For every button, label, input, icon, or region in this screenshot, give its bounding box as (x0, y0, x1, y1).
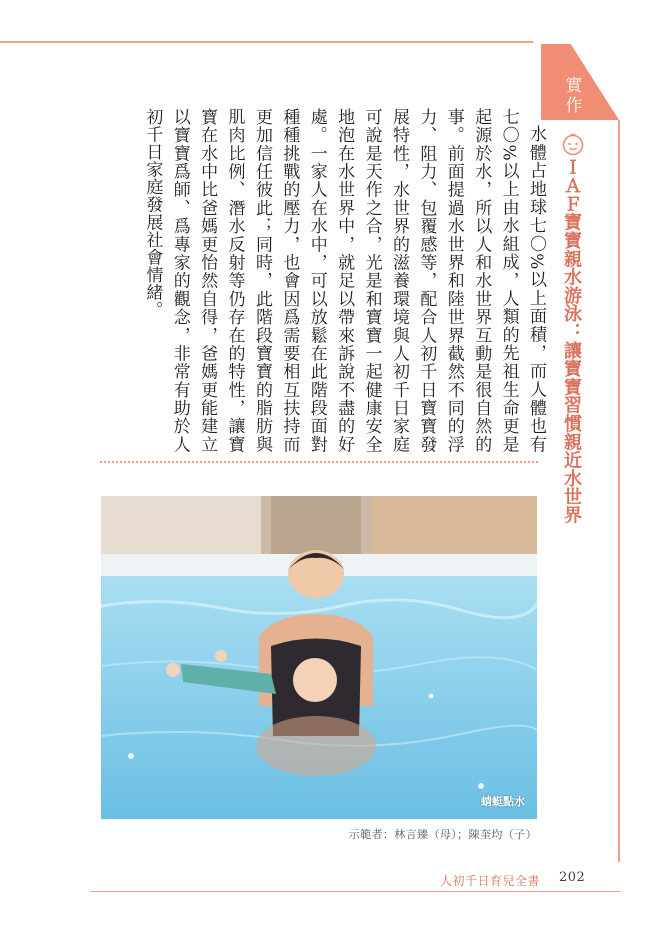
section-tab-label (559, 76, 589, 116)
footer-book-title: 人初千日育兒全書 (440, 874, 541, 888)
swimming-photo (101, 496, 537, 819)
body-paragraph: 水體占地球七〇%以上面積，而人體也有七〇%以上由水組成，人類的先祖生命更是起源於水，所以人和水世界互動是很自然的事。前面提過水世界和陸世界截然不同的浮力、阻力、包覆感等，配合人初千日寶寶發展特性，水世界的滋養環境與人初千日家庭可說是天作之合，光是和寶寶一起健康安全地泡在水世界中，就足以帶來訴說不盡的好處。一家人在水中，可以放鬆在此階段面對種種挑戰的壓力，也會因爲需要相互扶持而更加信任彼此；同時，此階段寶寶的脂肪與肌肉比例、潛水反射等仍存在的特性，讓寶寶在水中比爸媽更怡然自得，爸媽更能建立以寶寶爲師、爲專家的觀念，非常有助於人初千日家庭發展社會情緒。 (142, 108, 546, 453)
page-number: 202 (559, 870, 586, 885)
photo-caption: 示範者：林言臻（母）；陳奎均（子） (348, 828, 537, 841)
section-heading: ＩＡＦ寶寶親水游泳：讓寶寶習慣親近水世界 (561, 158, 582, 524)
baby-face-icon (560, 132, 586, 156)
photo-watermark: 蜻蜓點水 (481, 795, 525, 808)
footer-divider (90, 891, 620, 892)
body-text (138, 108, 549, 453)
top-divider (0, 41, 533, 43)
section-tab-char: 實 (565, 76, 583, 96)
section-tab-char: 作 (565, 96, 583, 116)
dotted-divider (100, 461, 538, 463)
side-divider (618, 120, 620, 862)
